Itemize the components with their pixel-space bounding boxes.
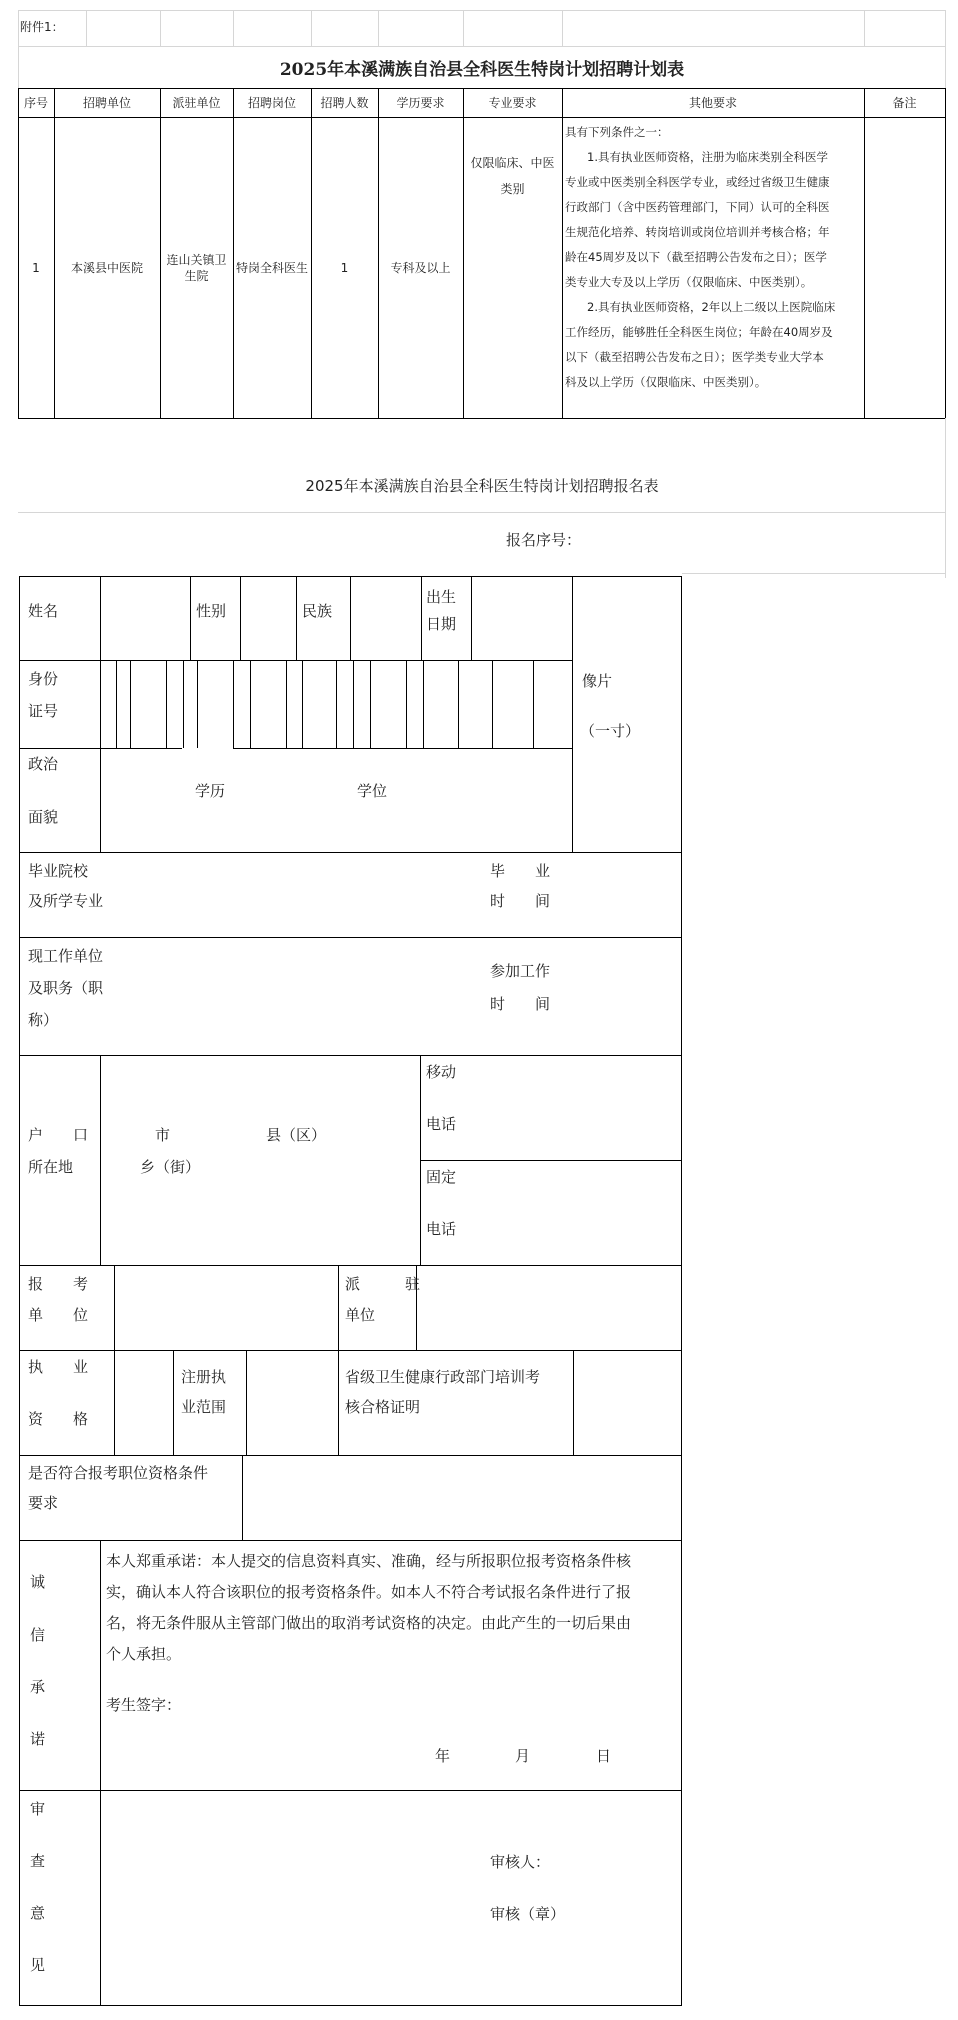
header-other: 其他要求 <box>688 95 737 110</box>
req-line: 2.具有执业医师资格，2年以上二级以上医院临床 <box>587 300 836 314</box>
row-education: 专科及以上 <box>390 260 451 275</box>
row-station-line1: 连山关镇卫 <box>166 252 227 267</box>
review-char: 见 <box>30 1956 46 1974</box>
registration-title: 2025年本溪满族自治县全科医生特岗计划招聘报名表 <box>305 477 659 495</box>
header-major: 专业要求 <box>488 95 537 110</box>
scope-label-line1: 注册执 <box>181 1368 227 1386</box>
header-note: 备注 <box>892 95 917 110</box>
integrity-char: 信 <box>30 1626 46 1644</box>
date-year: 年 <box>435 1747 451 1765</box>
license-label-line1: 执 业 <box>28 1358 89 1376</box>
id-label-line1: 身份 <box>28 670 59 688</box>
photo-label-line1: 像片 <box>582 672 613 690</box>
row-position: 特岗全科医生 <box>235 260 308 275</box>
political-label-line2: 面貌 <box>28 808 59 826</box>
grad-time-label-line1: 毕 业 <box>490 862 551 880</box>
work-unit-label-line1: 现工作单位 <box>28 947 104 965</box>
row-major <box>463 150 562 202</box>
row-station <box>160 117 233 418</box>
work-start-label-line2: 时 间 <box>490 995 551 1013</box>
education-label: 学历 <box>195 782 226 800</box>
integrity-char: 诺 <box>30 1730 46 1748</box>
review-char: 意 <box>30 1904 46 1922</box>
license-label-line2: 资 格 <box>28 1410 89 1428</box>
row-count: 1 <box>340 260 349 275</box>
mobile-label-line1: 移动 <box>426 1063 457 1081</box>
req-line: 具有下列条件之一： <box>565 125 669 139</box>
attachment-label: 附件1： <box>20 20 64 34</box>
review-seal-label: 审核（章） <box>490 1905 566 1923</box>
work-start-label-line1: 参加工作 <box>490 962 551 980</box>
apply-unit-label-line1: 报 考 <box>28 1275 89 1293</box>
date-month: 月 <box>515 1747 531 1765</box>
row-unit: 本溪县中医院 <box>70 260 143 275</box>
hukou-county: 县（区） <box>266 1126 327 1144</box>
registration-serial-label: 报名序号： <box>506 531 582 549</box>
row-seq: 1 <box>32 260 40 275</box>
header-count: 招聘人数 <box>320 95 369 110</box>
promise-text <box>106 1546 686 1670</box>
req-line: 生规范化培养、转岗培训或岗位培训并考核合格；年 <box>565 225 830 239</box>
row-major-line1: 仅限临床、中医 <box>470 156 555 170</box>
reviewer-label: 审核人： <box>490 1853 551 1871</box>
qualify-label-line1: 是否符合报考职位资格条件 <box>28 1464 209 1482</box>
hukou-label-line1: 户 口 <box>28 1126 89 1144</box>
req-line: 类专业大专及以上学历（仅限临床、中医类别）。 <box>565 275 813 289</box>
station-label-line1: 派 驻 <box>345 1275 421 1293</box>
work-unit-label-line2: 及职务（职 <box>28 979 104 997</box>
work-unit-label-line3: 称） <box>28 1011 59 1029</box>
id-label-line2: 证号 <box>28 702 59 720</box>
header-education: 学历要求 <box>396 95 445 110</box>
review-char: 审 <box>30 1800 46 1818</box>
station-label-line2: 单位 <box>345 1306 376 1324</box>
signature-label: 考生签字： <box>106 1696 182 1714</box>
birth-label-line1: 出生 <box>426 588 457 606</box>
gender-label: 性别 <box>196 602 227 620</box>
degree-label: 学位 <box>357 782 388 800</box>
scope-label-line2: 业范围 <box>181 1398 227 1416</box>
hukou-city: 市 <box>155 1126 171 1144</box>
header-unit: 招聘单位 <box>82 95 131 110</box>
political-label-line1: 政治 <box>28 755 59 773</box>
req-line: 科及以上学历（仅限临床、中医类别）。 <box>565 375 767 389</box>
row-station-line2: 生院 <box>184 268 209 283</box>
req-line: 工作经历，能够胜任全科医生岗位；年龄在40周岁及 <box>565 325 833 339</box>
landline-label-line2: 电话 <box>426 1220 457 1238</box>
integrity-char: 诚 <box>30 1573 46 1591</box>
row-other-requirements <box>565 120 863 395</box>
header-position: 招聘岗位 <box>247 95 296 110</box>
training-cert-label-line2: 核合格证明 <box>345 1398 421 1416</box>
header-seq: 序号 <box>23 95 48 110</box>
promise-line: 实，确认本人符合该职位的报考资格条件。如本人不符合考试报名条件进行了报 <box>106 1583 632 1601</box>
hukou-label-line2: 所在地 <box>28 1158 74 1176</box>
name-label: 姓名 <box>28 602 59 620</box>
training-cert-label-line1: 省级卫生健康行政部门培训考 <box>345 1368 541 1386</box>
row-major-line2: 类别 <box>500 182 525 196</box>
ethnicity-label: 民族 <box>302 602 333 620</box>
plan-table-title: 2025年本溪满族自治县全科医生特岗计划招聘计划表 <box>279 60 685 80</box>
promise-line: 本人郑重承诺：本人提交的信息资料真实、准确，经与所报职位报考资格条件核 <box>106 1552 632 1570</box>
row-note <box>864 117 945 418</box>
review-char: 查 <box>30 1852 46 1870</box>
header-station: 派驻单位 <box>172 95 221 110</box>
date-day: 日 <box>596 1747 612 1765</box>
photo-label-line2: （一寸） <box>580 722 641 740</box>
hukou-town: 乡（街） <box>140 1158 201 1176</box>
birth-label-line2: 日期 <box>426 615 457 633</box>
apply-unit-label-line2: 单 位 <box>28 1306 89 1324</box>
promise-line: 名，将无条件服从主管部门做出的取消考试资格的决定。由此产生的一切后果由 <box>106 1614 632 1632</box>
req-line: 以下（截至招聘公告发布之日）；医学类专业大学本 <box>565 350 824 364</box>
promise-line: 个人承担。 <box>106 1645 182 1663</box>
req-line: 专业或中医类别全科医学专业，或经过省级卫生健康 <box>565 175 830 189</box>
req-line: 1.具有执业医师资格，注册为临床类别全科医学 <box>587 150 828 164</box>
landline-label-line1: 固定 <box>426 1168 457 1186</box>
qualify-label-line2: 要求 <box>28 1494 59 1512</box>
req-line: 行政部门（含中医药管理部门，下同）认可的全科医 <box>565 200 830 214</box>
grad-time-label-line2: 时 间 <box>490 892 551 910</box>
school-label-line1: 毕业院校 <box>28 862 89 880</box>
school-label-line2: 及所学专业 <box>28 892 104 910</box>
mobile-label-line2: 电话 <box>426 1115 457 1133</box>
integrity-char: 承 <box>30 1678 46 1696</box>
req-line: 龄在45周岁及以下（截至招聘公告发布之日）；医学 <box>565 250 827 264</box>
